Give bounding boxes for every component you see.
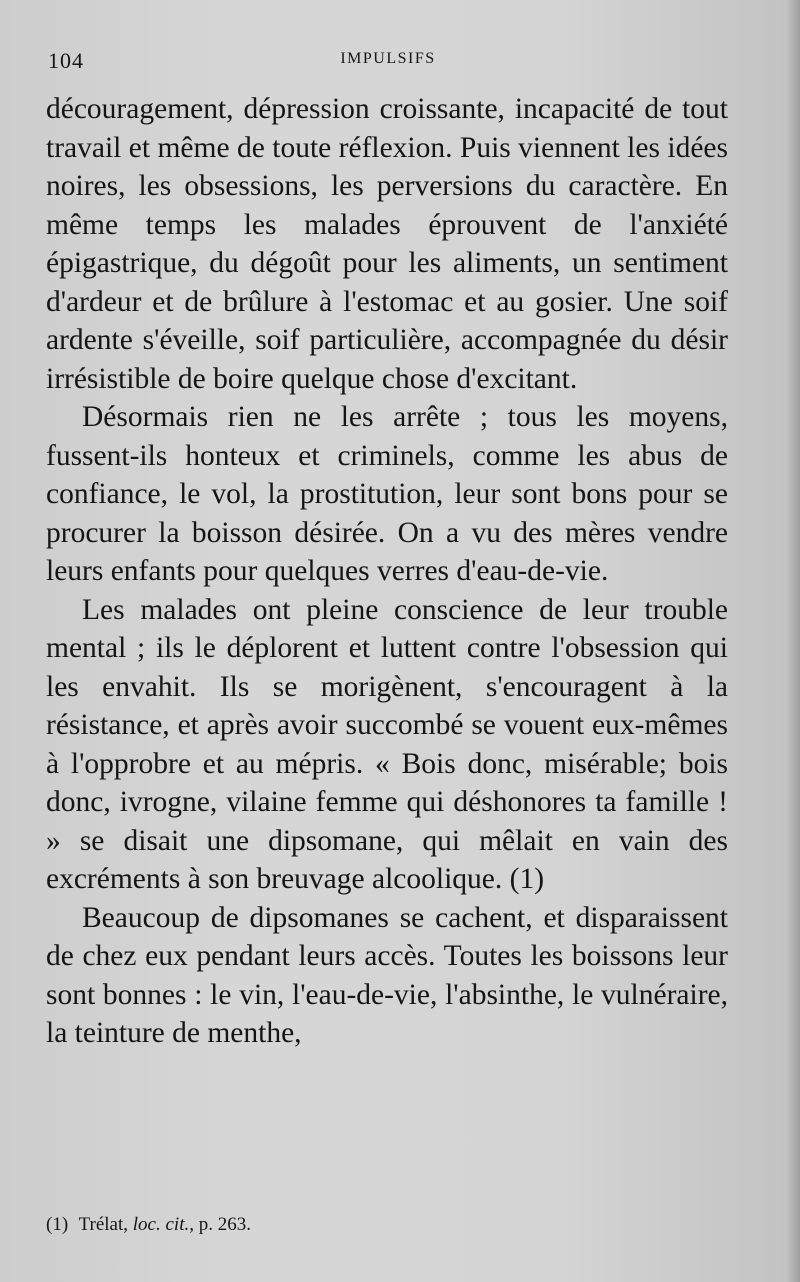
footnote-author: Trélat, [78, 1214, 129, 1235]
page-number: 104 [48, 48, 84, 73]
footnote-page: p. 263. [198, 1214, 251, 1235]
page-edge-shadow [786, 0, 800, 1282]
footnote-mark: (1) [46, 1214, 69, 1235]
paragraph-4: Beaucoup de dipsomanes se cachent, et disparaissent de chez eux pendant leurs accès. Toutes les boissons leur sont bonnes : le vin, l'eau-de-vie, l'absinthe, le vulnéraire, la teinture de menthe, [46, 901, 728, 1049]
paragraph-3: Les malades ont pleine conscience de leur trouble mental ; ils le déplorent et luttent contre l'obsession qui les envahit. Ils se morigènent, s'encouragent à la résistance, et après avoir succombé se vouent eux-mêmes à l'opprobre et au mépris. « Bois donc, misérable; bois donc, ivrogne, vilaine femme qui déshonores ta famille ! » se disait une dipsomane, qui mêlait en vain des excréments à son breuvage alcoolique. (1) [46, 593, 728, 895]
running-head: IMPULSIFS [340, 50, 436, 67]
paragraph-2: Désormais rien ne les arrête ; tous les moyens, fussent-ils honteux et criminels, comme les abus de confiance, le vol, la prostitution, leur sont bons pour se procurer la boisson désirée. On a vu des mères vendre leurs enfants pour quelques verres d'eau-de-vie. [46, 401, 728, 587]
footnote [46, 1214, 728, 1236]
footnote-reference: loc. cit., [132, 1214, 194, 1235]
paragraph-1: découragement, dépression croissante, incapacité de tout travail et même de toute réflexion. Puis viennent les idées noires, les obsessions, les perversions du caractère. En même temps les malades éprouvent de l'anxiété épigastrique, du dégoût pour les aliments, un sentiment d'ardeur et de brûlure à l'estomac et au gosier. Une soif ardente s'éveille, soif particulière, accompagnée du désir irrésistible de boire quelque chose d'excitant. [46, 93, 728, 395]
body-text [46, 90, 728, 1053]
page-header [48, 48, 728, 78]
